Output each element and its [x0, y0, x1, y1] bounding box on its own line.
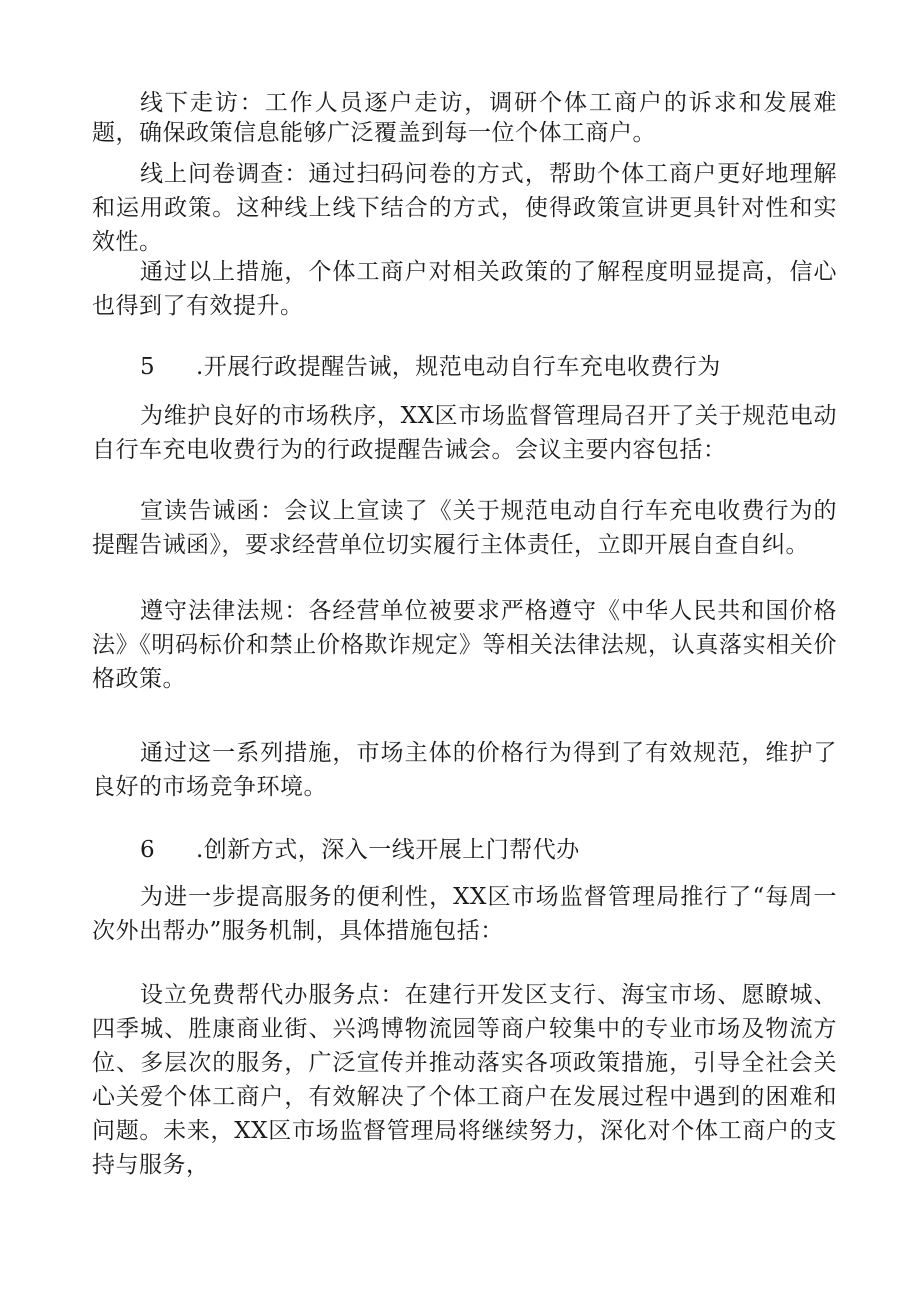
paragraph-service-points: 设立免费帮代办服务点：在建行开发区支行、海宝市场、愿瞭城、四季城、胜康商业街、兴鸿博物流园等商户较集中的专业市场及物流方位、多层次的服务，广泛宣传并推动落实各项政策措施，引导全社会关心关爱个体工商户，有效解决了个体工商户在发展过程中遇到的困难和问题。未来，XX区市场监督管理局将继续努力，深化对个体工商户的支持与服务， [92, 982, 837, 1178]
section-number: 5 [140, 354, 156, 380]
section-heading-6 [140, 835, 580, 865]
paragraph-measures-result: 通过以上措施，个体工商户对相关政策的了解程度明显提高，信心也得到了有效提升。 [92, 259, 837, 319]
paragraph-comply-laws: 遵守法律法规：各经营单位被要求严格遵守《中华人民共和国价格法》《明码标价和禁止价格欺诈规定》等相关法律法规，认真落实相关价格政策。 [92, 598, 837, 692]
paragraph-weekly-service: 为进一步提高服务的便利性，XX区市场监督管理局推行了“每周一次外出帮办”服务机制，具体措施包括： [92, 884, 837, 944]
paragraph-admonition-meeting: 为维护良好的市场秩序，XX区市场监督管理局召开了关于规范电动自行车充电收费行为的行政提醒告诫会。会议主要内容包括： [92, 403, 837, 463]
paragraph-admonition-letter: 宣读告诫函：会议上宣读了《关于规范电动自行车充电收费行为的提醒告诫函》，要求经营单位切实履行主体责任，立即开展自查自纠。 [92, 498, 837, 558]
section-number: 6 [140, 837, 156, 863]
section-title: .创新方式，深入一线开展上门帮代办 [196, 837, 580, 863]
paragraph-offline-visits: 线下走访：工作人员逐户走访，调研个体工商户的诉求和发展难题，确保政策信息能够广泛覆盖到每一位个体工商户。 [92, 90, 837, 146]
paragraph-market-regulated: 通过这一系列措施，市场主体的价格行为得到了有效规范，维护了良好的市场竞争环境。 [92, 740, 837, 800]
section-heading-5 [140, 352, 721, 382]
paragraph-online-survey: 线上问卷调查：通过扫码问卷的方式，帮助个体工商户更好地理解和运用政策。这种线上线下结合的方式，使得政策宣讲更具针对性和实效性。 [92, 161, 837, 255]
section-title: .开展行政提醒告诫，规范电动自行车充电收费行为 [196, 354, 721, 380]
